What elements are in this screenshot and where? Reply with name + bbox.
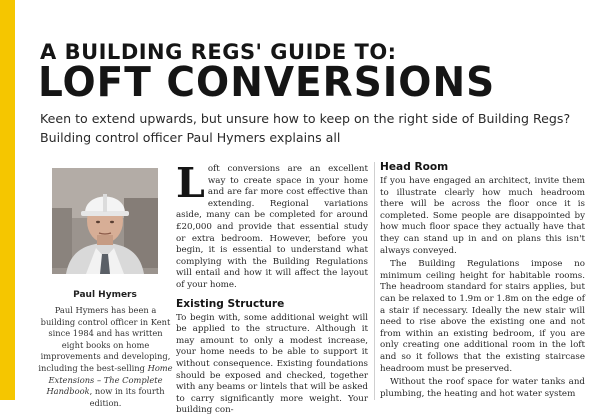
standfirst-line-1: Keen to extend upwards, but unsure how to keep on the right side of Building Regs? <box>40 111 571 126</box>
author-bio-book-2: – The Complete Handbook <box>46 374 163 397</box>
article-column-middle <box>176 159 368 416</box>
author-portrait-illustration <box>52 168 158 274</box>
head-room-paragraph-2: The Building Regulations impose no minimum ceiling height for habitable rooms. The headroom standard for stairs applies, but can be relaxed to 1.9m or 1.8m on the edge of a stair if necessary. Ideally the new stair will need to rise above the existing one and not from within an existing bedroom, if you are only creating one additional room in the loft and so it follows that the existing staircase headroom must be preserved. <box>380 259 585 374</box>
column-divider <box>374 162 375 400</box>
existing-structure-heading: Existing Structure <box>176 297 285 310</box>
intro-text: oft conversions are an excellent way to create space in your home and are far more cost effective than extending. Regional variations aside, many can be completed for around £20,000 and provide that essential study or extra bedroom. However, before you begin, it is essential to understand what complying with the Building Regulations will entail and how it will affect the layout of your home. <box>176 164 368 290</box>
article-headline: LOFT CONVERSIONS <box>38 59 496 107</box>
head-room-paragraph-3: Without the roof space for water tanks and plumbing, the heating and hot water system <box>380 377 585 399</box>
author-bio-book-1: Home Extensions <box>48 362 173 385</box>
head-room-heading: Head Room <box>380 161 449 173</box>
article-column-right <box>380 160 585 400</box>
drop-cap: L <box>176 159 205 207</box>
author-name: Paul Hymers <box>73 290 137 300</box>
article-standfirst <box>40 109 600 147</box>
author-bio-text-3: , now in its fourth edition. <box>89 386 165 408</box>
standfirst-line-2: Building control officer Paul Hymers explains all <box>40 130 341 145</box>
head-room-paragraph-1: If you have engaged an architect, invite them to illustrate clearly how much headroom there will be across the floor once it is completed. Some people are disappointed by how much floor space they actually have that they can stand up in and on plans this isn't always conveyed. <box>380 176 585 256</box>
author-bio <box>38 305 173 409</box>
author-bio-text-1: Paul Hymers has been a building control officer in Kent since 1984 and has written eight books on home improvements and developing, including the best-selling <box>38 305 171 373</box>
existing-structure-text: To begin with, some additional weight will be applied to the structure. Although it may amount to only a modest increase, your home needs to be able to support it without consequence. Existing foundations should be exposed and checked, together with any beams or lintels that will be asked to carry significantly more weight. Your building con- <box>176 312 368 416</box>
author-photo <box>52 168 158 274</box>
article-kicker: A BUILDING REGS' GUIDE TO: <box>40 40 397 64</box>
intro-paragraph <box>176 159 368 292</box>
accent-bar <box>0 0 15 400</box>
